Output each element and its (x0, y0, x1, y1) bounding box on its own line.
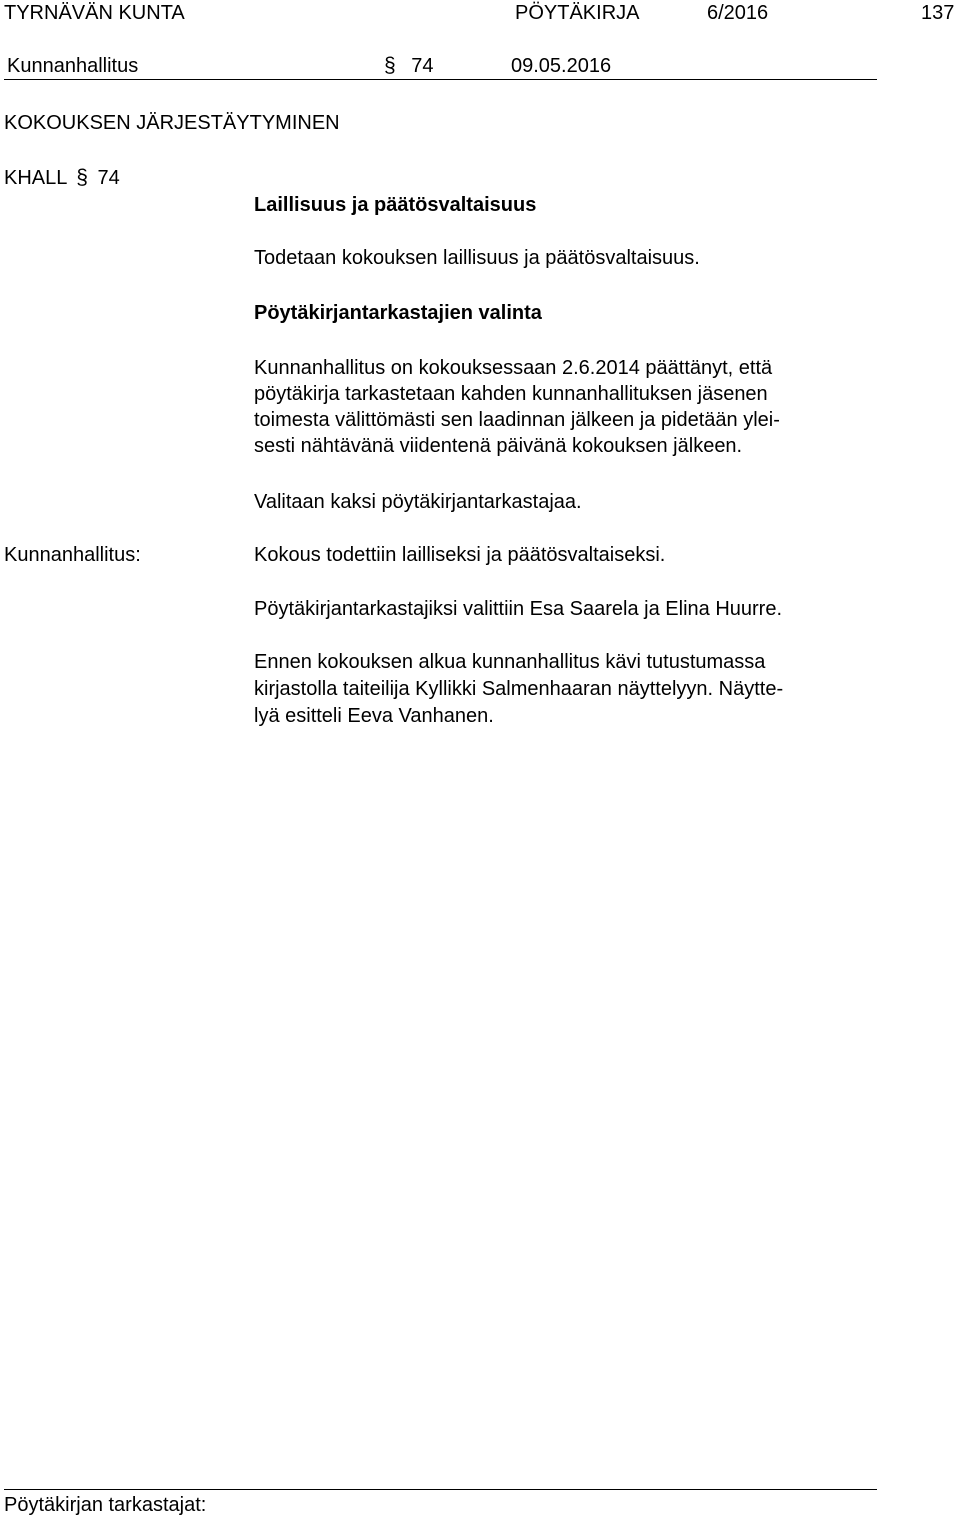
header-divider (4, 79, 877, 80)
paragraph-inspectors-line-2: pöytäkirja tarkastetaan kahden kunnanhallituksen jäsenen (254, 383, 768, 405)
decision-paragraph-3-line-1: Ennen kokouksen alkua kunnanhallitus kävi tutustumassa (254, 651, 766, 673)
paragraph-inspectors-line-3: toimesta välittömästi sen laadinnan jälkeen ja pidetään ylei- (254, 409, 780, 431)
heading-inspectors: Pöytäkirjantarkastajien valinta (254, 302, 542, 324)
section-ref-symbol: § (76, 166, 88, 189)
decision-paragraph-1: Kokous todettiin lailliseksi ja päätösvaltaiseksi. (254, 544, 666, 566)
document-type: PÖYTÄKIRJA (515, 2, 640, 24)
section-reference (4, 165, 120, 191)
section-ref-number: 74 (97, 167, 120, 189)
meeting-body: Kunnanhallitus (7, 55, 139, 77)
decision-paragraph-3-line-2: kirjastolla taiteilija Kyllikki Salmenhaaran näyttelyyn. Näytte- (254, 678, 784, 700)
header-section (384, 53, 434, 79)
header-section-number: 74 (411, 55, 434, 77)
paragraph-inspectors-line-4: sesti nähtävänä viidentenä päivänä kokouksen jälkeen. (254, 435, 743, 457)
document-number: 6/2016 (707, 2, 769, 24)
paragraph-inspectors-line-1: Kunnanhallitus on kokouksessaan 2.6.2014 päättänyt, että (254, 357, 773, 379)
footer-divider (4, 1489, 877, 1490)
page-title: KOKOUKSEN JÄRJESTÄYTYMINEN (4, 112, 340, 134)
paragraph-select-inspectors: Valitaan kaksi pöytäkirjantarkastajaa. (254, 491, 582, 513)
paragraph-legality: Todetaan kokouksen laillisuus ja päätösvaltaisuus. (254, 247, 700, 269)
decision-paragraph-3-line-3: lyä esitteli Eeva Vanhanen. (254, 705, 494, 727)
page-number: 137 (921, 2, 955, 24)
decision-paragraph-2: Pöytäkirjantarkastajiksi valittiin Esa Saarela ja Elina Huurre. (254, 598, 783, 620)
heading-legality: Laillisuus ja päätösvaltaisuus (254, 194, 537, 216)
meeting-date: 09.05.2016 (511, 55, 612, 77)
footer-inspectors-label: Pöytäkirjan tarkastajat: (4, 1494, 207, 1516)
section-symbol: § (384, 54, 396, 77)
municipality-name: TYRNÄVÄN KUNTA (4, 2, 185, 24)
decision-label: Kunnanhallitus: (4, 544, 141, 566)
section-ref-label: KHALL (4, 167, 67, 189)
